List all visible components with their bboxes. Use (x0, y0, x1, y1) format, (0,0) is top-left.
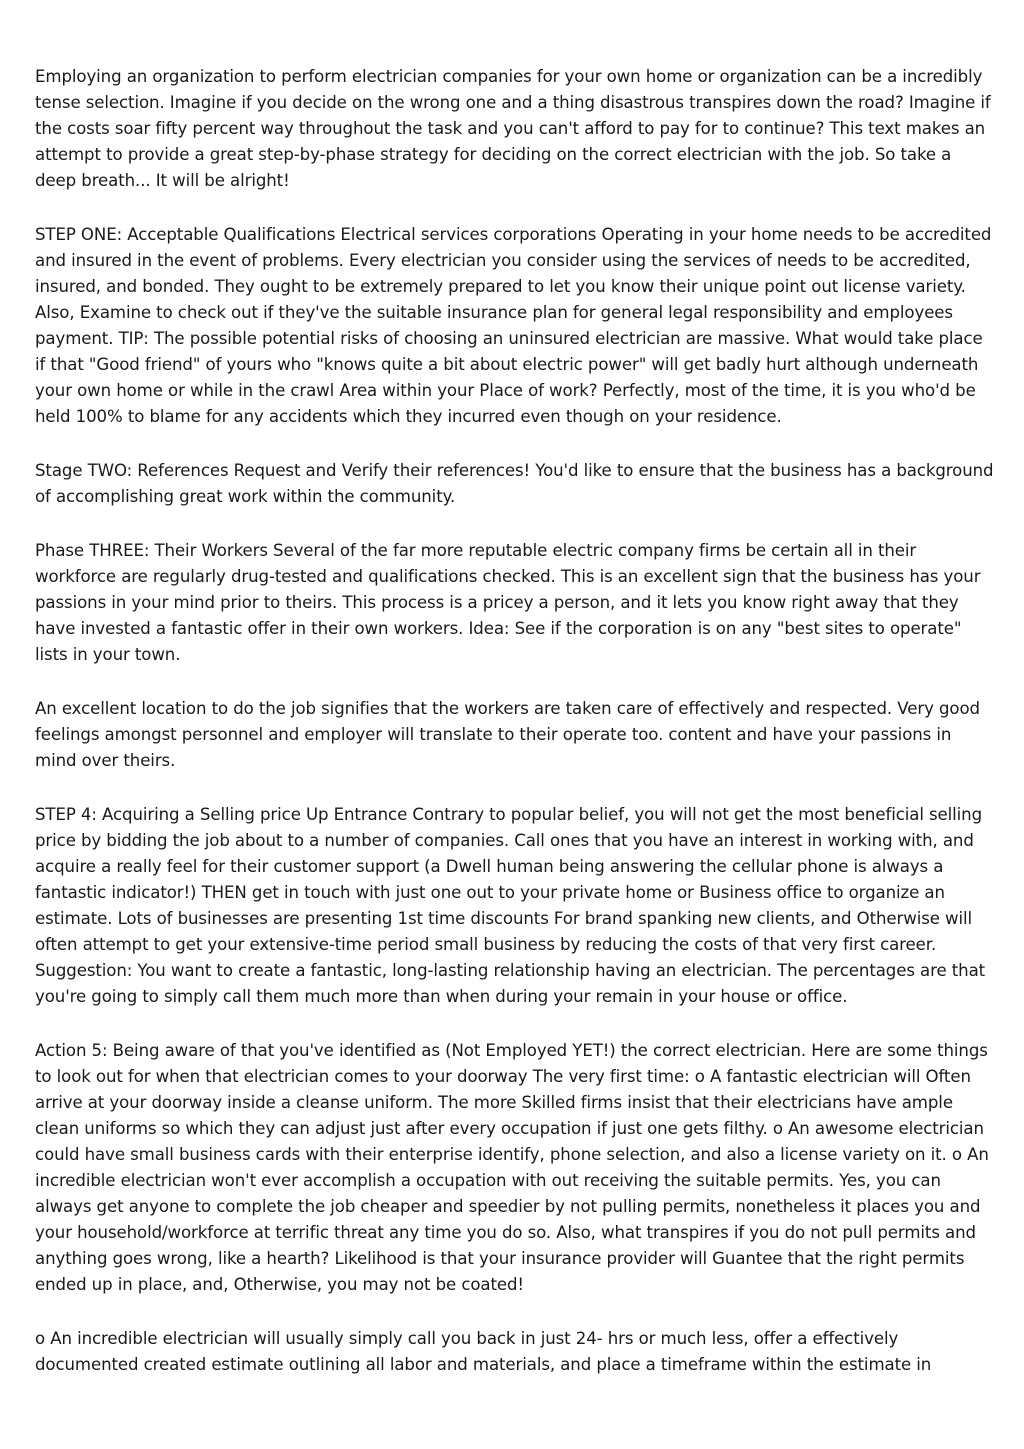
document-body (35, 64, 995, 1406)
paragraph-step-five: Action 5: Being aware of that you've identified as (Not Employed YET!) the correct electrician. Here are some things to look out for when that electrician comes to your doorway The very first time: o A fantastic electrician will Often arrive at your doorway inside a cleanse uniform. The more Skilled firms insist that their electricians have ample clean uniforms so which they can adjust just after every occupation if just one gets filthy. o An awesome electrician could have small business cards with their enterprise identify, phone selection, and also a license variety on it. o An incredible electrician won't ever accomplish a occupation with out receiving the suitable permits. Yes, you can always get anyone to complete the job cheaper and speedier by not pulling permits, nonetheless it places you and your household/workforce at terrific threat any time you do so. Also, what transpires if you do not pull permits and anything goes wrong, like a hearth? Likelihood is that your insurance provider will Guantee that the right permits ended up in place, and, Otherwise, you may not be coated! (35, 1041, 989, 1294)
paragraph-step-four: STEP 4: Acquiring a Selling price Up Entrance Contrary to popular belief, you will not get the most beneficial selling price by bidding the job about to a number of companies. Call ones that you have an interest in working with, and acquire a really feel for their customer support (a Dwell human being answering the cellular phone is always a fantastic indicator!) THEN get in touch with just one out to your private home or Business office to organize an estimate. Lots of businesses are presenting 1st time discounts For brand spanking new clients, and Otherwise will often attempt to get your extensive-time period small business by reducing the costs of that very first career. Suggestion: You want to create a fantastic, long-lasting relationship having an electrician. The percentages are that you're going to simply call them much more than when during your remain in your house or office. (35, 805, 986, 1006)
paragraph-step-two: Stage TWO: References Request and Verify their references! You'd like to ensure that the business has a background of accomplishing great work within the community. (35, 461, 994, 506)
paragraph-step-three: Phase THREE: Their Workers Several of the far more reputable electric company firms be certain all in their workforce are regularly drug-tested and qualifications checked. This is an excellent sign that the business has your passions in your mind prior to theirs. This process is a pricey a person, and it lets you know right away that they have invested a fantastic offer in their own workers. Idea: See if the corporation is on any "best sites to operate" lists in your town. (35, 541, 981, 664)
paragraph-step-one: STEP ONE: Acceptable Qualifications Electrical services corporations Operating in your home needs to be accredited and insured in the event of problems. Every electrician you consider using the services of needs to be accredited, insured, and bonded. They ought to be extremely prepared to let you know their unique point out license variety. Also, Examine to check out if they've the suitable insurance plan for general legal responsibility and employees payment. TIP: The possible potential risks of choosing an uninsured electrician are massive. What would take place if that "Good friend" of yours who "knows quite a bit about electric power" will get badly hurt although underneath your own home or while in the crawl Area within your Place of work? Perfectly, most of the time, it is you who'd be held 100% to blame for any accidents which they incurred even though on your residence. (35, 225, 992, 426)
paragraph-intro: Employing an organization to perform electrician companies for your own home or organization can be a incredibly tense selection. Imagine if you decide on the wrong one and a thing disastrous transpires down the road? Imagine if the costs soar fifty percent way throughout the task and you can't afford to pay for to continue? This text makes an attempt to provide a great step-by-phase strategy for deciding on the correct electrician with the job. So take a deep breath... It will be alright! (35, 67, 991, 190)
paragraph-workplace: An excellent location to do the job signifies that the workers are taken care of effectively and respected. Very good feelings amongst personnel and employer will translate to their operate too. content and have your passions in mind over theirs. (35, 699, 980, 770)
paragraph-callback: o An incredible electrician will usually simply call you back in just 24- hrs or much less, offer a effectively documented created estimate outlining all labor and materials, and place a timeframe within the estimate in (35, 1329, 932, 1374)
